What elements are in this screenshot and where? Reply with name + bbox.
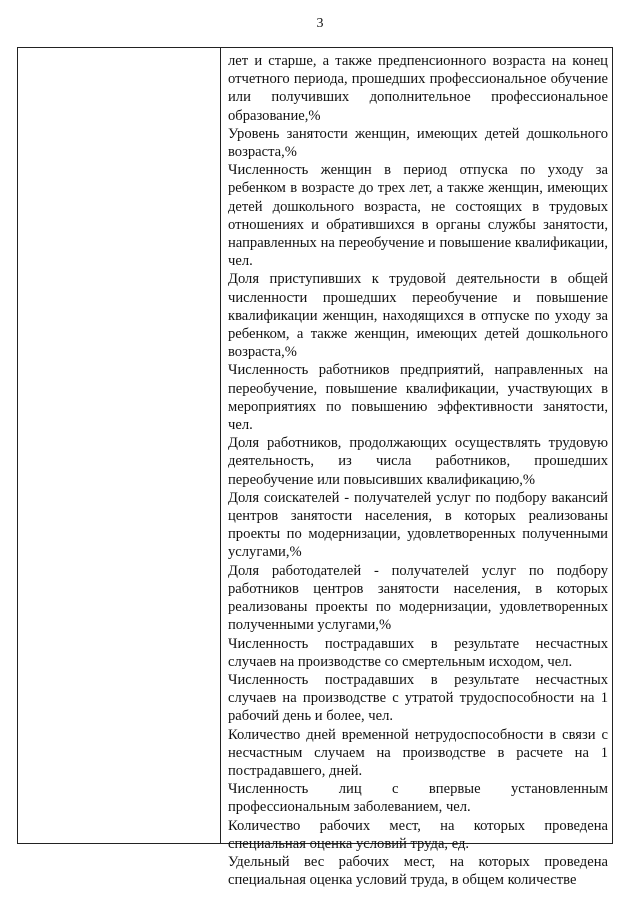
indicator-entry: Доля работодателей - получателей услуг по подбору работников центров занятости населения, в которых реализованы проекты по модернизации, удовлетворенных полученными услугами,% xyxy=(228,562,608,634)
indicator-entry: лет и старше, а также предпенсионного возраста на конец отчетного периода, прошедших профессиональное обучение или получивших дополнительное профессиональное образование,% xyxy=(228,53,608,124)
indicator-entry: Численность лиц с впервые установленным профессиональным заболеванием, чел. xyxy=(228,781,608,816)
indicator-entry: Численность пострадавших в результате несчастных случаев на производстве со смертельным исходом, чел. xyxy=(228,635,608,670)
indicator-entry: Количество рабочих мест, на которых проведена специальная оценка условий труда, ед. xyxy=(228,817,608,852)
indicators-column xyxy=(221,48,612,889)
indicator-entry: Доля соискателей - получателей услуг по подбору вакансий центров занятости населения, в которых реализованы проекты по модернизации, удовлетворенных полученными услугами,% xyxy=(228,489,608,561)
empty-left-column xyxy=(18,48,221,843)
indicator-entry: Численность пострадавших в результате несчастных случаев на производстве с утратой трудоспособности на 1 рабочий день и более, чел. xyxy=(228,671,608,725)
page-number: 3 xyxy=(316,16,324,31)
indicator-entry: Количество дней временной нетрудоспособности в связи с несчастным случаем на производстве в расчете на 1 пострадавшего, дней. xyxy=(228,726,608,779)
indicator-entry: Удельный вес рабочих мест, на которых проведена специальная оценка условий труда, в общем количестве xyxy=(228,853,608,889)
indicator-entry: Доля приступивших к трудовой деятельности в общей численности прошедших переобучение и повышение квалификации женщин, находящихся в отпуске по уходу за ребенком, а также женщин, имеющих детей дошкольного возраста,% xyxy=(228,271,608,361)
indicator-entry: Уровень занятости женщин, имеющих детей дошкольного возраста,% xyxy=(228,125,608,161)
indicator-entry: Численность женщин в период отпуска по уходу за ребенком в возрасте до трех лет, а также женщин, имеющих детей дошкольного возраста, не состоящих в трудовых отношениях и обратившихся в органы службы занятости, направленных на переобучение и повышение квалификации, чел. xyxy=(228,162,608,270)
indicator-entry: Доля работников, продолжающих осуществлять трудовую деятельность, из числа работников, прошедших переобучение или повысивших квалификацию,% xyxy=(228,435,608,488)
indicators-table xyxy=(17,47,613,889)
indicator-entry: Численность работников предприятий, направленных на переобучение, повышение квалификации, участвующих в мероприятиях по повышению эффективности занятости, чел. xyxy=(228,362,608,434)
